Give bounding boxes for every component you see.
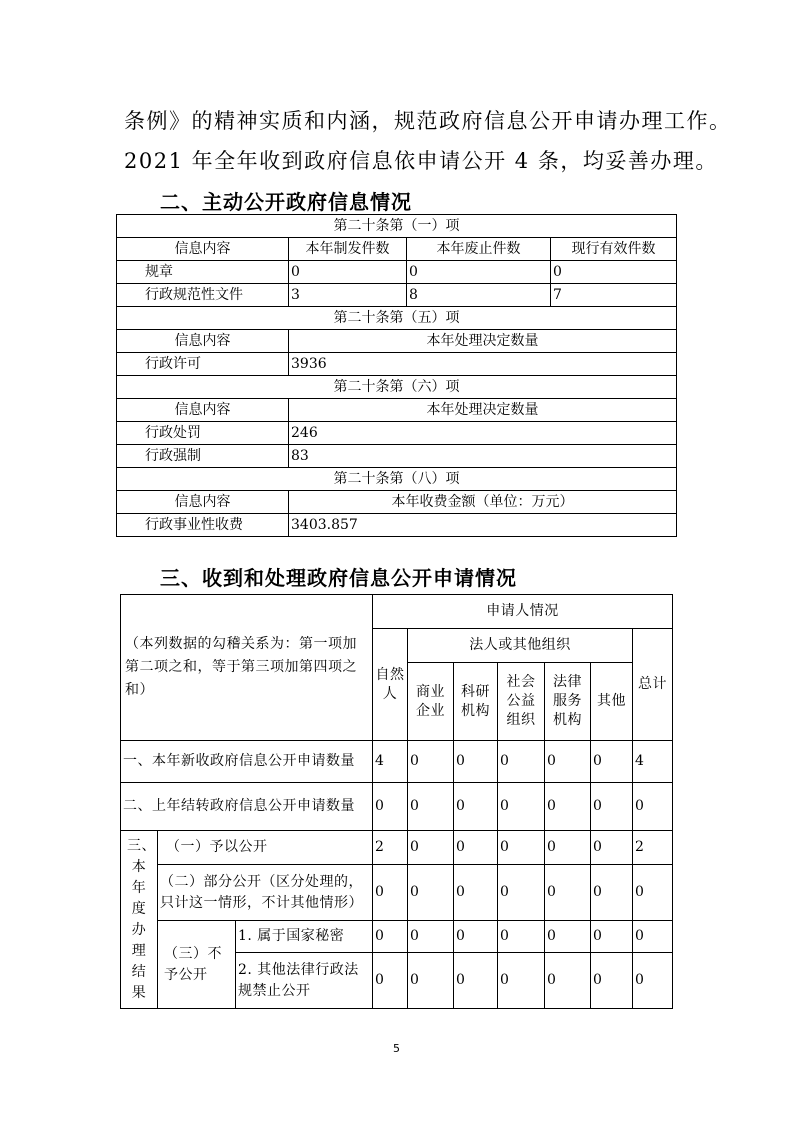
- table-row: 行政许可 3936: [117, 353, 677, 376]
- total-header: 总计: [633, 629, 673, 741]
- table-row: 2. 其他法律行政法规禁止公开 0 0 0 0 0 0 0: [121, 953, 673, 1009]
- table-row: 行政强制 83: [117, 445, 677, 468]
- col-content: 信息内容: [117, 238, 289, 261]
- not-public-label: （三）不予公开: [158, 921, 236, 1009]
- table-row: 规章 0 0 0: [117, 261, 677, 284]
- art20-1-header: 第二十条第（一）项: [117, 215, 677, 238]
- col-new: 本年制发件数: [289, 238, 407, 261]
- section2-title: 二、主动公开政府信息情况: [160, 190, 412, 214]
- table-row: 行政规范性文件 3 8 7: [117, 284, 677, 307]
- table-row: 行政事业性收费 3403.857: [117, 514, 677, 537]
- intro-line-1: 条例》的精神实质和内涵，规范政府信息公开申请办理工作。: [124, 109, 732, 133]
- active-disclosure-table: [116, 214, 677, 537]
- section3-title: 三、收到和处理政府信息公开申请情况: [160, 566, 517, 590]
- natural-person-header: 自然人: [373, 629, 408, 741]
- page-number: 5: [393, 1042, 400, 1055]
- col-count: 本年处理决定数量: [289, 399, 677, 422]
- col-amount: 本年收费金额（单位：万元）: [289, 491, 677, 514]
- col-content: 信息内容: [117, 330, 289, 353]
- col-valid: 现行有效件数: [551, 238, 677, 261]
- intro-line-2: 2021 年全年收到政府信息依申请公开 4 条，均妥善办理。: [124, 149, 718, 173]
- table-row: 行政处罚 246: [117, 422, 677, 445]
- note-cell: （本列数据的勾稽关系为：第一项加第二项之和，等于第三项加第四项之和）: [121, 595, 373, 741]
- table-row: 二、上年结转政府信息公开申请数量 0 0 0 0 0 0 0: [121, 783, 673, 831]
- col-content: 信息内容: [117, 491, 289, 514]
- col-abolished: 本年废止件数: [407, 238, 551, 261]
- art20-5-header: 第二十条第（五）项: [117, 307, 677, 330]
- legal-group-header: 法人或其他组织: [408, 629, 633, 663]
- application-table: （本列数据的勾稽关系为：第一项加第二项之和，等于第三项加第四项之和） 申请人情况 自然人 法人或其他组织 总计 商业企业 科研机构 社会公益组织 法律服务机构 其他 一、本年新收政府信息公开申请数量 4 0 0 0 0 0 4 二、上年结转政府信息公开申请数量 0 0 0 0 0 0 0 三、本年度办理结果 （一）予以公开 2 0 0 0 0 0 2 （二）部分公开（区分处理的，只计这一情形，不计其他情形） 0 0 0 0 0 0 0 （三）不予公开 1. 属于国家秘密 0 0 0 0 0 0 0 2. 其他法律行政法规禁止公开 0 0 0 0 0 0 0: [120, 594, 673, 1009]
- applicant-header: 申请人情况: [373, 595, 673, 629]
- table-row: （三）不予公开 1. 属于国家秘密 0 0 0 0 0 0 0: [121, 921, 673, 953]
- col-count: 本年处理决定数量: [289, 330, 677, 353]
- table-row: 一、本年新收政府信息公开申请数量 4 0 0 0 0 0 4: [121, 741, 673, 783]
- art20-8-header: 第二十条第（八）项: [117, 468, 677, 491]
- result-label: 三、本年度办理结果: [121, 831, 158, 1009]
- table-row: （二）部分公开（区分处理的，只计这一情形，不计其他情形） 0 0 0 0 0 0 0: [121, 865, 673, 921]
- col-content: 信息内容: [117, 399, 289, 422]
- table-row: 三、本年度办理结果 （一）予以公开 2 0 0 0 0 0 2: [121, 831, 673, 865]
- art20-6-header: 第二十条第（六）项: [117, 376, 677, 399]
